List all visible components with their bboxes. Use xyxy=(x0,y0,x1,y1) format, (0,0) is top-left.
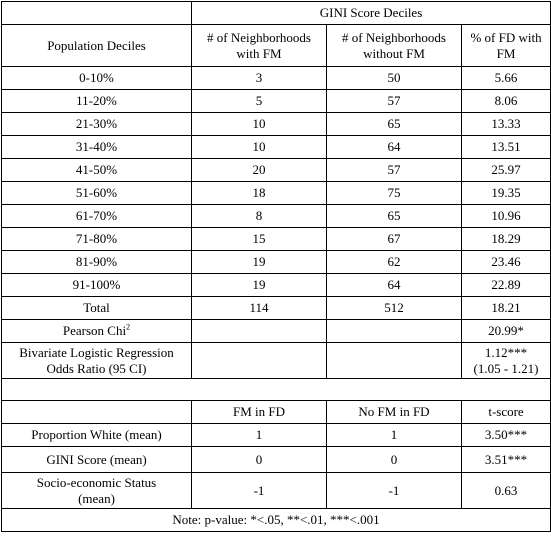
without-fm-value: 57 xyxy=(327,90,462,113)
col-header-t-score: t-score xyxy=(462,401,551,424)
logistic-row xyxy=(2,343,551,379)
ttest-label: Proportion White (mean) xyxy=(2,424,192,447)
with-fm-value: 20 xyxy=(192,159,327,182)
ttest-header-row xyxy=(2,401,551,424)
with-fm-value: 3 xyxy=(192,67,327,90)
decile-label: 31-40% xyxy=(2,136,192,159)
pearson-row xyxy=(2,320,551,343)
ttest-t-value: 0.63 xyxy=(462,473,551,509)
ttest-t-value: 3.51*** xyxy=(462,447,551,473)
spacer-cell xyxy=(2,379,551,401)
table-row xyxy=(2,159,551,182)
pct-value: 18.29 xyxy=(462,228,551,251)
empty-cell xyxy=(327,320,462,343)
pct-value: 13.51 xyxy=(462,136,551,159)
without-fm-value: 57 xyxy=(327,159,462,182)
pct-value: 19.35 xyxy=(462,182,551,205)
total-pct: 18.21 xyxy=(462,297,551,320)
with-fm-value: 10 xyxy=(192,136,327,159)
with-fm-value: 10 xyxy=(192,113,327,136)
decile-label: 51-60% xyxy=(2,182,192,205)
spacer-row xyxy=(2,379,551,401)
col-header-without-fm: # of Neighborhoods without FM xyxy=(327,25,462,67)
with-fm-value: 19 xyxy=(192,251,327,274)
ttest-t-value: 3.50*** xyxy=(462,424,551,447)
pct-value: 13.33 xyxy=(462,113,551,136)
ttest-fm-value: 1 xyxy=(192,424,327,447)
pearson-label xyxy=(2,320,192,343)
table-row xyxy=(2,113,551,136)
pct-value: 22.89 xyxy=(462,274,551,297)
header-group-row xyxy=(2,2,551,25)
gini-deciles-table xyxy=(1,1,551,532)
with-fm-value: 8 xyxy=(192,205,327,228)
table-row xyxy=(2,67,551,90)
total-label: Total xyxy=(2,297,192,320)
total-row xyxy=(2,297,551,320)
empty-cell xyxy=(192,343,327,379)
decile-label: 0-10% xyxy=(2,67,192,90)
without-fm-value: 64 xyxy=(327,274,462,297)
col-header-fm-in-fd: FM in FD xyxy=(192,401,327,424)
pearson-value: 20.99* xyxy=(462,320,551,343)
logistic-label xyxy=(2,343,192,379)
without-fm-value: 50 xyxy=(327,67,462,90)
ttest-row xyxy=(2,424,551,447)
table-row xyxy=(2,90,551,113)
decile-label: 61-70% xyxy=(2,205,192,228)
decile-label: 21-30% xyxy=(2,113,192,136)
total-without-fm: 512 xyxy=(327,297,462,320)
logistic-label-line1: Bivariate Logistic Regression xyxy=(19,344,174,360)
without-fm-value: 65 xyxy=(327,205,462,228)
logistic-value xyxy=(462,343,551,379)
ttest-fm-value: 0 xyxy=(192,447,327,473)
ttest-fm-value: -1 xyxy=(192,473,327,509)
total-with-fm: 114 xyxy=(192,297,327,320)
pct-value: 25.97 xyxy=(462,159,551,182)
col-header-no-fm-in-fd: No FM in FD xyxy=(327,401,462,424)
decile-label: 81-90% xyxy=(2,251,192,274)
logistic-label-line2: Odds Ratio (95 CI) xyxy=(46,360,147,376)
table-row xyxy=(2,228,551,251)
table-row xyxy=(2,251,551,274)
decile-label: 41-50% xyxy=(2,159,192,182)
ttest-nofm-value: -1 xyxy=(327,473,462,509)
table-row xyxy=(2,274,551,297)
without-fm-value: 64 xyxy=(327,136,462,159)
header-columns-row xyxy=(2,25,551,67)
without-fm-value: 65 xyxy=(327,113,462,136)
pearson-label-text: Pearson Chi xyxy=(62,323,127,338)
without-fm-value: 67 xyxy=(327,228,462,251)
logistic-value-line1: 1.12*** xyxy=(484,344,528,360)
empty-cell xyxy=(192,320,327,343)
col-header-population: Population Deciles xyxy=(2,25,192,67)
logistic-value-line2: (1.05 - 1.21) xyxy=(473,360,539,376)
pearson-superscript: 2 xyxy=(126,322,131,332)
table-row xyxy=(2,136,551,159)
empty-cell xyxy=(2,401,192,424)
decile-label: 11-20% xyxy=(2,90,192,113)
ttest-row xyxy=(2,447,551,473)
pct-value: 10.96 xyxy=(462,205,551,228)
without-fm-value: 75 xyxy=(327,182,462,205)
empty-cell xyxy=(327,343,462,379)
table-row xyxy=(2,205,551,228)
with-fm-value: 19 xyxy=(192,274,327,297)
note-text: Note: p-value: *<.05, **<.01, ***<.001 xyxy=(2,509,551,532)
without-fm-value: 62 xyxy=(327,251,462,274)
with-fm-value: 18 xyxy=(192,182,327,205)
with-fm-value: 15 xyxy=(192,228,327,251)
pct-value: 8.06 xyxy=(462,90,551,113)
ttest-label: Socio-economic Status (mean) xyxy=(2,473,192,509)
ttest-nofm-value: 0 xyxy=(327,447,462,473)
table-row xyxy=(2,182,551,205)
empty-corner-cell xyxy=(2,2,192,25)
ttest-label: GINI Score (mean) xyxy=(2,447,192,473)
col-header-with-fm: # of Neighborhoods with FM xyxy=(192,25,327,67)
decile-label: 91-100% xyxy=(2,274,192,297)
pct-value: 23.46 xyxy=(462,251,551,274)
note-row xyxy=(2,509,551,532)
decile-label: 71-80% xyxy=(2,228,192,251)
ttest-nofm-value: 1 xyxy=(327,424,462,447)
col-header-pct-fd: % of FD with FM xyxy=(462,25,551,67)
pct-value: 5.66 xyxy=(462,67,551,90)
group-title: GINI Score Deciles xyxy=(192,2,551,25)
ttest-row xyxy=(2,473,551,509)
with-fm-value: 5 xyxy=(192,90,327,113)
